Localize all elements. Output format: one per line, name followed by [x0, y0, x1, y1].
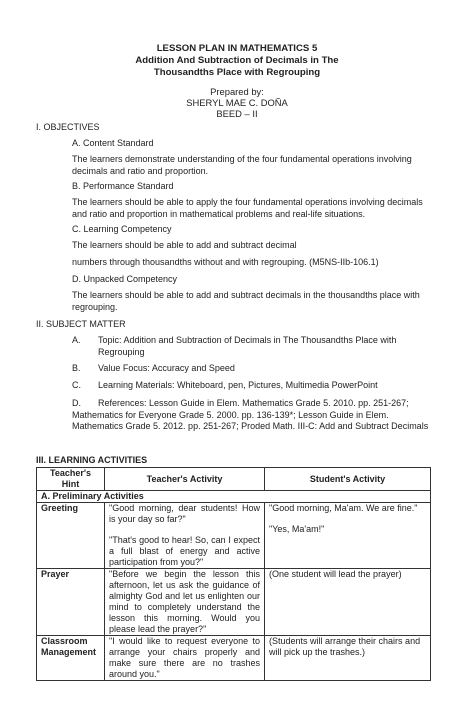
- performance-standard-label: B. Performance Standard: [72, 181, 174, 191]
- students-activity-header: Student's Activity: [265, 468, 431, 491]
- prepared-by-label: Prepared by:: [210, 86, 264, 97]
- table-header-row: [37, 468, 431, 491]
- subject-matter-heading: II. SUBJECT MATTER: [36, 319, 126, 329]
- greeting-teacher-cell: [105, 503, 265, 569]
- value-focus-letter: B.: [72, 363, 81, 373]
- performance-standard-text: The learners should be able to apply the four fundamental operations involving decimals and ratio and proportion in mathematical problems and real-life situations.: [72, 197, 423, 219]
- classroom-management-hint: Classroom Management: [37, 636, 105, 681]
- prayer-teacher-cell: "Before we begin the lesson this afternoon, let us ask the guidance of almighty God and let us enlighten our mind to completely understand the lesson this morning. Would you please lead the prayer?": [105, 569, 265, 636]
- author-course: BEED – II: [216, 108, 258, 119]
- value-focus-text: Value Focus: Accuracy and Speed: [98, 363, 235, 373]
- greeting-student-line2: "Yes, Ma'am!": [269, 524, 325, 534]
- learning-competency-line2: numbers through thousandths without and with regrouping. (M5NS-IIb-106.1): [72, 257, 379, 267]
- content-standard-text: The learners demonstrate understanding of the four fundamental operations involving decimals and ratio and proportion.: [72, 154, 412, 176]
- teachers-activity-header: Teacher's Activity: [105, 468, 265, 491]
- learning-activities-table: [36, 467, 431, 681]
- materials-letter: C.: [72, 380, 81, 390]
- document-subtitle-line2: Thousandths Place with Regrouping: [153, 67, 321, 78]
- section-row: [37, 491, 431, 503]
- materials-text: Learning Materials: Whiteboard, pen, Pictures, Multimedia PowerPoint: [98, 380, 378, 390]
- teachers-hint-header: Teacher's Hint: [37, 468, 105, 491]
- topic-letter: A.: [72, 335, 81, 345]
- author-name: SHERYL MAE C. DOÑA: [186, 97, 288, 108]
- learning-activities-heading: III. LEARNING ACTIVITIES: [36, 455, 148, 465]
- greeting-teacher-line2: "That's good to hear! So, can I expect a full blast of energy and active participation from you?": [109, 535, 260, 567]
- unpacked-competency-text: The learners should be able to add and subtract decimals in the thousandths place with regrouping.: [72, 290, 420, 312]
- table-row: [37, 503, 431, 569]
- greeting-student-cell: [265, 503, 431, 569]
- table-row: [37, 636, 431, 681]
- references-letter: D.: [72, 398, 81, 408]
- table-row: [37, 569, 431, 636]
- references-text: References: Lesson Guide in Elem. Mathematics Grade 5. 2010. pp. 251-267; Mathematics for Everyone Grade 5. 2000. pp. 136-139*; Lesson Guide in Elem. Mathematics Grade 5. 2012. pp. 251-267; Proded Math. III-C: Add and Subtract Decimals: [72, 398, 429, 431]
- topic-text: Topic: Addition and Subtraction of Decimals in The Thousandths Place with Regrouping: [98, 335, 397, 357]
- document-title: LESSON PLAN IN MATHEMATICS 5: [156, 43, 318, 54]
- greeting-student-line1: "Good morning, Ma'am. We are fine.": [269, 503, 418, 513]
- document-subtitle-line1: Addition And Subtraction of Decimals in The: [135, 55, 339, 66]
- learning-competency-label: C. Learning Competency: [72, 224, 172, 234]
- preliminary-activities-section: A. Preliminary Activities: [37, 491, 431, 503]
- classroom-teacher-cell: "I would like to request everyone to arrange your chairs properly and make sure there are no trashes around you.": [105, 636, 265, 681]
- classroom-student-cell: (Students will arrange their chairs and will pick up the trashes.): [265, 636, 431, 681]
- prayer-hint: Prayer: [37, 569, 105, 636]
- prayer-student-cell: (One student will lead the prayer): [265, 569, 431, 636]
- objectives-heading: I. OBJECTIVES: [36, 122, 100, 132]
- greeting-teacher-line1: "Good morning, dear students! How is your day so far?": [109, 503, 260, 524]
- unpacked-competency-label: D. Unpacked Competency: [72, 274, 178, 284]
- greeting-hint: Greeting: [37, 503, 105, 569]
- content-standard-label: A. Content Standard: [72, 138, 154, 148]
- learning-competency-line1: The learners should be able to add and subtract decimal: [72, 240, 297, 250]
